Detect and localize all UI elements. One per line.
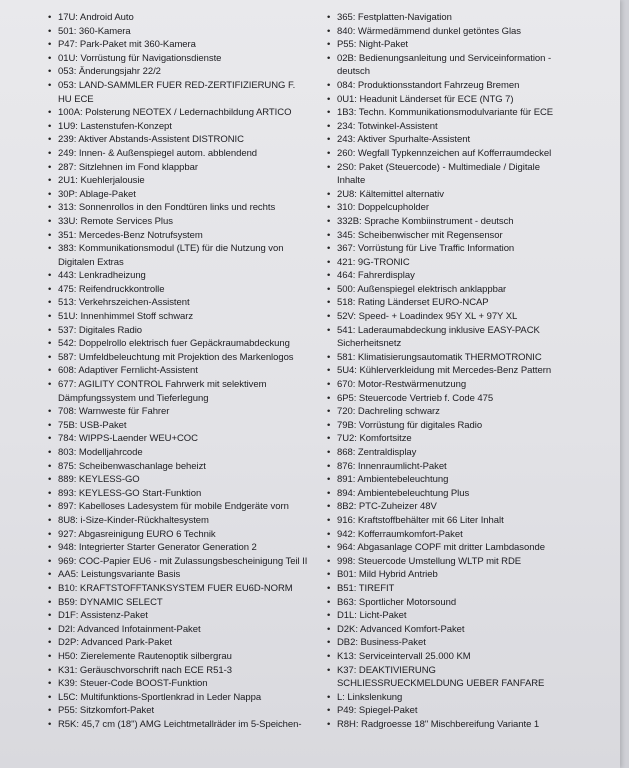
equipment-item: • 17U: Android Auto — [48, 11, 310, 25]
equipment-item: • B01: Mild Hybrid Antrieb — [327, 568, 563, 582]
equipment-item: • AA5: Leistungsvariante Basis — [48, 568, 310, 582]
equipment-item: • 969: COC-Papier EU6 - mit Zulassungsbescheinigung Teil II — [48, 555, 310, 569]
equipment-item: • 803: Modelljahrcode — [48, 446, 310, 460]
equipment-item: • 310: Doppelcupholder — [327, 201, 563, 215]
equipment-item: • P47: Park-Paket mit 360-Kamera — [48, 38, 310, 52]
equipment-item: • 02B: Bedienungsanleitung und Serviceinformation - deutsch — [327, 52, 563, 79]
equipment-item: • K13: Serviceintervall 25.000 KM — [327, 650, 563, 664]
equipment-list-left — [48, 11, 310, 731]
equipment-item: • 720: Dachreling schwarz — [327, 405, 563, 419]
equipment-item: • 367: Vorrüstung für Live Traffic Information — [327, 242, 563, 256]
equipment-item: • P55: Sitzkomfort-Paket — [48, 704, 310, 718]
equipment-item: • 2S0: Paket (Steuercode) - Multimediale / Digitale Inhalte — [327, 161, 563, 188]
equipment-item: • 313: Sonnenrollos in den Fondtüren links und rechts — [48, 201, 310, 215]
equipment-item: • 894: Ambientebeleuchtung Plus — [327, 487, 563, 501]
equipment-item: • 500: Außenspiegel elektrisch anklappbar — [327, 283, 563, 297]
equipment-item: • 464: Fahrerdisplay — [327, 269, 563, 283]
equipment-item: • 541: Laderaumabdeckung inklusive EASY-PACK Sicherheitsnetz — [327, 324, 563, 351]
equipment-item: • D2K: Advanced Komfort-Paket — [327, 623, 563, 637]
equipment-item: • 587: Umfeldbeleuchtung mit Projektion des Markenlogos — [48, 351, 310, 365]
equipment-item: • 537: Digitales Radio — [48, 324, 310, 338]
equipment-item: • 897: Kabelloses Ladesystem für mobile Endgeräte vorn — [48, 500, 310, 514]
equipment-item: • 670: Motor-Restwärmenutzung — [327, 378, 563, 392]
equipment-item: • D1L: Licht-Paket — [327, 609, 563, 623]
equipment-item: • D2P: Advanced Park-Paket — [48, 636, 310, 650]
equipment-item: • 893: KEYLESS-GO Start-Funktion — [48, 487, 310, 501]
equipment-item: • 942: Kofferraumkomfort-Paket — [327, 528, 563, 542]
equipment-item: • 421: 9G-TRONIC — [327, 256, 563, 270]
equipment-item: • L: Linkslenkung — [327, 691, 563, 705]
equipment-item: • 784: WIPPS-Laender WEU+COC — [48, 432, 310, 446]
equipment-item: • 084: Produktionsstandort Fahrzeug Bremen — [327, 79, 563, 93]
equipment-item: • 345: Scheibenwischer mit Regensensor — [327, 229, 563, 243]
equipment-item: • 518: Rating Länderset EURO-NCAP — [327, 296, 563, 310]
equipment-item: • 75B: USB-Paket — [48, 419, 310, 433]
equipment-item: • 249: Innen- & Außenspiegel autom. abblendend — [48, 147, 310, 161]
equipment-item: • 677: AGILITY CONTROL Fahrwerk mit selektivem Dämpfungssystem und Tieferlegung — [48, 378, 310, 405]
equipment-item: • 79B: Vorrüstung für digitales Radio — [327, 419, 563, 433]
equipment-item: • 513: Verkehrszeichen-Assistent — [48, 296, 310, 310]
equipment-item: • 053: LAND-SAMMLER FUER RED-ZERTIFIZIERUNG F. HU ECE — [48, 79, 310, 106]
equipment-item: • 332B: Sprache Kombiinstrument - deutsch — [327, 215, 563, 229]
equipment-item: • 260: Wegfall Typkennzeichen auf Kofferraumdeckel — [327, 147, 563, 161]
equipment-item: • 8B2: PTC-Zuheizer 48V — [327, 500, 563, 514]
equipment-item: • 998: Steuercode Umstellung WLTP mit RDE — [327, 555, 563, 569]
equipment-item: • P55: Night-Paket — [327, 38, 563, 52]
equipment-item: • 948: Integrierter Starter Generator Generation 2 — [48, 541, 310, 555]
equipment-item: • B10: KRAFTSTOFFTANKSYSTEM FUER EU6D-NORM — [48, 582, 310, 596]
equipment-item: • 876: Innenraumlicht-Paket — [327, 460, 563, 474]
equipment-item: • 053: Änderungsjahr 22/2 — [48, 65, 310, 79]
equipment-item: • 708: Warnweste für Fahrer — [48, 405, 310, 419]
equipment-item: • 243: Aktiver Spurhalte-Assistent — [327, 133, 563, 147]
equipment-item: • 542: Doppelrollo elektrisch fuer Gepäckraumabdeckung — [48, 337, 310, 351]
equipment-item: • D1F: Assistenz-Paket — [48, 609, 310, 623]
equipment-item: • 52V: Speed- + Loadindex 95Y XL + 97Y XL — [327, 310, 563, 324]
equipment-item: • K39: Steuer-Code BOOST-Funktion — [48, 677, 310, 691]
equipment-item: • 868: Zentraldisplay — [327, 446, 563, 460]
equipment-item: • 51U: Innenhimmel Stoff schwarz — [48, 310, 310, 324]
equipment-item: • H50: Zierelemente Rautenoptik silbergrau — [48, 650, 310, 664]
equipment-item: • 2U8: Kältemittel alternativ — [327, 188, 563, 202]
equipment-item: • B63: Sportlicher Motorsound — [327, 596, 563, 610]
equipment-item: • 351: Mercedes-Benz Notrufsystem — [48, 229, 310, 243]
equipment-item: • K31: Geräuschvorschrift nach ECE R51-3 — [48, 664, 310, 678]
equipment-item: • 365: Festplatten-Navigation — [327, 11, 563, 25]
equipment-item: • 889: KEYLESS-GO — [48, 473, 310, 487]
equipment-item: • 916: Kraftstoffbehälter mit 66 Liter Inhalt — [327, 514, 563, 528]
equipment-item: • DB2: Business-Paket — [327, 636, 563, 650]
equipment-item: • 100A: Polsterung NEOTEX / Ledernachbildung ARTICO — [48, 106, 310, 120]
equipment-item: • 443: Lenkradheizung — [48, 269, 310, 283]
equipment-item: • 501: 360-Kamera — [48, 25, 310, 39]
equipment-item: • 239: Aktiver Abstands-Assistent DISTRONIC — [48, 133, 310, 147]
equipment-item: • 01U: Vorrüstung für Navigationsdienste — [48, 52, 310, 66]
equipment-item: • P49: Spiegel-Paket — [327, 704, 563, 718]
equipment-item: • 1B3: Techn. Kommunikationsmodulvariante für ECE — [327, 106, 563, 120]
equipment-item: • 8U8: i-Size-Kinder-Rückhaltesystem — [48, 514, 310, 528]
equipment-item: • 6P5: Steuercode Vertrieb f. Code 475 — [327, 392, 563, 406]
equipment-item: • 383: Kommunikationsmodul (LTE) für die Nutzung von Digitalen Extras — [48, 242, 310, 269]
equipment-item: • L5C: Multifunktions-Sportlenkrad in Leder Nappa — [48, 691, 310, 705]
equipment-item: • 234: Totwinkel-Assistent — [327, 120, 563, 134]
equipment-item: • 7U2: Komfortsitze — [327, 432, 563, 446]
equipment-item: • R5K: 45,7 cm (18") AMG Leichtmetallräder im 5-Speichen- — [48, 718, 310, 732]
equipment-item: • 33U: Remote Services Plus — [48, 215, 310, 229]
equipment-item: • 475: Reifendruckkontrolle — [48, 283, 310, 297]
equipment-item: • 891: Ambientebeleuchtung — [327, 473, 563, 487]
equipment-item: • 1U9: Lastenstufen-Konzept — [48, 120, 310, 134]
equipment-list-right — [327, 11, 563, 731]
equipment-item: • D2I: Advanced Infotainment-Paket — [48, 623, 310, 637]
equipment-item: • 927: Abgasreinigung EURO 6 Technik — [48, 528, 310, 542]
equipment-item: • 2U1: Kuehlerjalousie — [48, 174, 310, 188]
equipment-item: • B59: DYNAMIC SELECT — [48, 596, 310, 610]
equipment-item: • B51: TIREFIT — [327, 582, 563, 596]
equipment-item: • K37: DEAKTIVIERUNG SCHLIESSRUECKMELDUNG UEBER FANFARE — [327, 664, 563, 691]
equipment-item: • 287: Sitzlehnen im Fond klappbar — [48, 161, 310, 175]
equipment-item: • 840: Wärmedämmend dunkel getöntes Glas — [327, 25, 563, 39]
equipment-item: • 608: Adaptiver Fernlicht-Assistent — [48, 364, 310, 378]
equipment-item: • 964: Abgasanlage COPF mit dritter Lambdasonde — [327, 541, 563, 555]
equipment-item: • 0U1: Headunit Länderset für ECE (NTG 7) — [327, 93, 563, 107]
equipment-item: • 30P: Ablage-Paket — [48, 188, 310, 202]
equipment-item: • 5U4: Kühlerverkleidung mit Mercedes-Benz Pattern — [327, 364, 563, 378]
equipment-item: • 875: Scheibenwaschanlage beheizt — [48, 460, 310, 474]
equipment-item: • R8H: Radgroesse 18" Mischbereifung Variante 1 — [327, 718, 563, 732]
equipment-item: • 581: Klimatisierungsautomatik THERMOTRONIC — [327, 351, 563, 365]
